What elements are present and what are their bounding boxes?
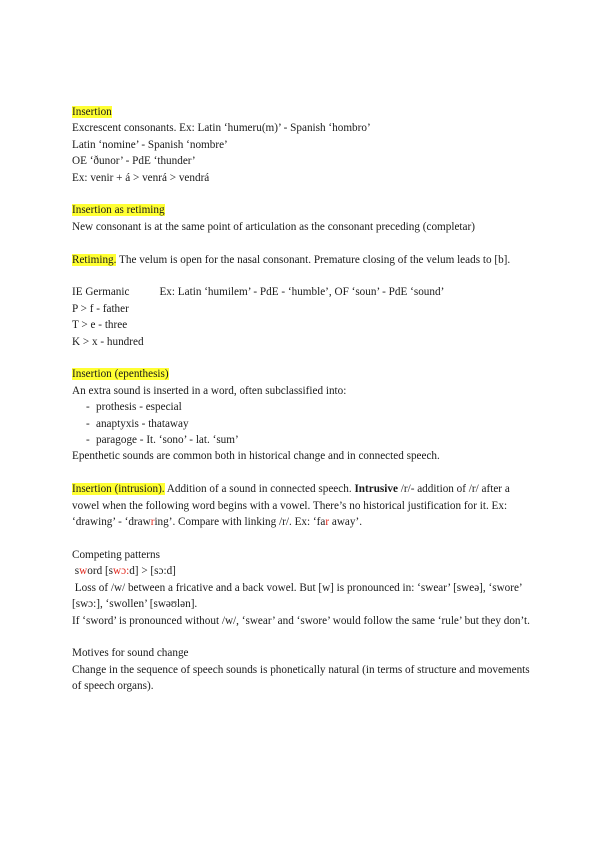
list-item: - prothesis - especial (72, 399, 532, 415)
list-item: - anaptyxis - thataway (72, 416, 532, 432)
text-line: T > e - three (72, 319, 128, 332)
section-epenthesis (72, 366, 532, 382)
red-ipa: wɔ: (113, 565, 130, 578)
red-letter: w (79, 565, 88, 578)
document-page (72, 104, 532, 695)
paragraph-text: If ‘sword’ is pronounced without /w/, ‘swear’ and ‘swore’ would follow the same ‘rule’ but they don’t. (72, 614, 530, 627)
heading-insertion-as-retiming: Insertion as retiming (72, 204, 165, 217)
bold-term: Intrusive (354, 483, 398, 496)
paragraph-text (72, 580, 532, 613)
text-line: Epenthetic sounds are common both in historical change and in connected speech. (72, 450, 440, 463)
example-text: d] > [sɔ:d] (129, 565, 176, 578)
example-text: s (74, 565, 80, 578)
paragraph-text: Loss of /w/ between a fricative and a back vowel. But [w] is pronounced in: ‘swear’ [sweə], ‘swore’ [swɔ:], ‘swollen’ [swəʊlən]. (72, 581, 522, 611)
section-insertion (72, 104, 532, 120)
text-line: An extra sound is inserted in a word, often subclassified into: (72, 384, 347, 397)
heading-intrusion: Insertion (intrusion). (72, 483, 165, 496)
germanic-line (72, 284, 532, 300)
ie-germanic-label: IE Germanic (72, 286, 130, 299)
paragraph-text: ing’. Compare with linking /r/. Ex: ‘fa (154, 516, 326, 529)
section-retiming-heading (72, 202, 532, 218)
germanic-example: Ex: Latin ‘humilem’ - PdE - ‘humble’, OF ‘soun’ - PdE ‘sound’ (159, 286, 445, 299)
text-line: K > x - hundred (72, 335, 144, 348)
text-line: Latin ‘nomine’ - Spanish ‘nombre’ (72, 138, 228, 151)
text-line: New consonant is at the same point of articulation as the consonant preceding (completar) (72, 220, 475, 233)
red-letter: r (150, 516, 155, 529)
text-line: P > f - father (72, 302, 129, 315)
paragraph-retiming (72, 252, 532, 268)
paragraph-text: away’. (329, 516, 362, 529)
paragraph-text: Change in the sequence of speech sounds is phonetically natural (in terms of structure and movements of speech organs). (72, 663, 530, 693)
paragraph-intrusion (72, 481, 532, 530)
text-line: Ex: venir + á > venrá > vendrá (72, 171, 210, 184)
heading-retiming: Retiming. (72, 253, 117, 266)
heading-competing-patterns: Competing patterns (72, 548, 160, 561)
paragraph-text: Addition of a sound in connected speech. (164, 483, 355, 496)
heading-motives: Motives for sound change (72, 647, 189, 660)
paragraph-text: The velum is open for the nasal consonant. Premature closing of the velum leads to [b]. (116, 253, 511, 266)
sword-example (72, 563, 532, 579)
list-item: - paragoge - It. ‘sono’ - lat. ‘sum’ (72, 432, 532, 448)
text-line: OE ‘ðunor’ - PdE ‘thunder’ (72, 155, 196, 168)
example-text: ord [s (87, 565, 114, 578)
heading-epenthesis: Insertion (epenthesis) (72, 368, 169, 381)
paragraph-text: /r/- addition of /r/ after a vowel when the following word begins with a vowel. There’s no historical justification for it. Ex: ‘drawing’ - ‘draw (72, 483, 510, 529)
red-letter: r (325, 516, 330, 529)
text-line: Excrescent consonants. Ex: Latin ‘humeru(m)’ - Spanish ‘hombro’ (72, 122, 371, 135)
heading-insertion: Insertion (72, 106, 112, 118)
